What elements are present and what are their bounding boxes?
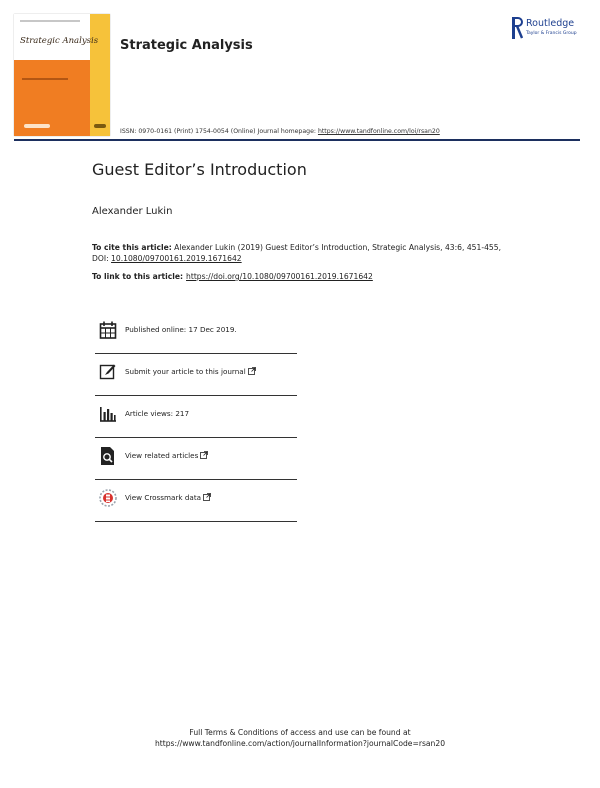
edit-icon — [99, 362, 117, 382]
published-online-row — [95, 312, 297, 354]
article-author[interactable]: Alexander Lukin — [92, 206, 173, 217]
publisher-logo — [512, 16, 592, 40]
submit-article-link[interactable] — [125, 367, 256, 376]
external-link-icon — [203, 493, 211, 501]
doi-link[interactable]: 10.1080/09700161.2019.1671642 — [111, 254, 242, 263]
journal-cover — [14, 14, 110, 136]
citation-label: To cite this article: — [92, 243, 172, 252]
footer-terms-text: Full Terms & Conditions of access and use can be found at — [189, 728, 411, 737]
journal-title[interactable]: Strategic Analysis — [120, 38, 253, 53]
cover-publisher-logo — [24, 124, 50, 128]
routledge-logo-icon — [512, 17, 523, 39]
submit-article-row[interactable] — [95, 354, 297, 396]
article-link-label: To link to this article: — [92, 272, 184, 281]
article-actions — [95, 312, 297, 522]
search-document-icon — [99, 446, 117, 466]
submit-article-text: Submit your article to this journal — [125, 367, 246, 376]
calendar-icon — [99, 320, 117, 340]
bar-chart-icon — [99, 404, 117, 424]
cover-header-line — [20, 20, 80, 22]
article-link-block — [92, 272, 373, 281]
related-articles-row[interactable] — [95, 438, 297, 480]
footer-terms — [0, 727, 600, 749]
article-views-label: Article views: 217 — [125, 409, 190, 418]
footer-terms-url[interactable]: https://www.tandfonline.com/action/journalInformation?journalCode=rsan20 — [154, 739, 446, 748]
publisher-tagline: Taylor & Francis Group — [526, 31, 577, 36]
citation-block — [92, 242, 512, 264]
issn-text: ISSN: 0970-0161 (Print) 1754-0054 (Online) Journal homepage: — [120, 128, 318, 135]
journal-homepage-link[interactable]: https://www.tandfonline.com/loi/rsan20 — [317, 128, 440, 135]
article-title: Guest Editor’s Introduction — [92, 160, 307, 179]
article-doi-url[interactable]: https://doi.org/10.1080/09700161.2019.1671642 — [186, 272, 373, 281]
cover-title: Strategic Analysis — [20, 36, 99, 46]
crossmark-text: View Crossmark data — [125, 493, 202, 502]
external-link-icon — [200, 451, 208, 459]
crossmark-row[interactable] — [95, 480, 297, 522]
cover-subtitle-line — [22, 78, 68, 80]
article-views-row — [95, 396, 297, 438]
crossmark-link[interactable] — [125, 493, 211, 502]
published-online-label: Published online: 17 Dec 2019. — [125, 325, 237, 334]
cover-stripe — [90, 14, 110, 136]
issn-line — [120, 128, 440, 135]
related-articles-text: View related articles — [125, 451, 199, 460]
crossmark-icon — [99, 488, 117, 508]
publisher-name: Routledge — [526, 18, 575, 29]
cover-brand-mark — [94, 124, 106, 128]
related-articles-link[interactable] — [125, 451, 208, 460]
header-divider — [14, 139, 580, 141]
external-link-icon — [248, 367, 256, 375]
citation-text: Alexander Lukin (2019) Guest Editor’s Introduction, Strategic Analysis, 43:6, 451-455, DOI: — [92, 243, 501, 263]
